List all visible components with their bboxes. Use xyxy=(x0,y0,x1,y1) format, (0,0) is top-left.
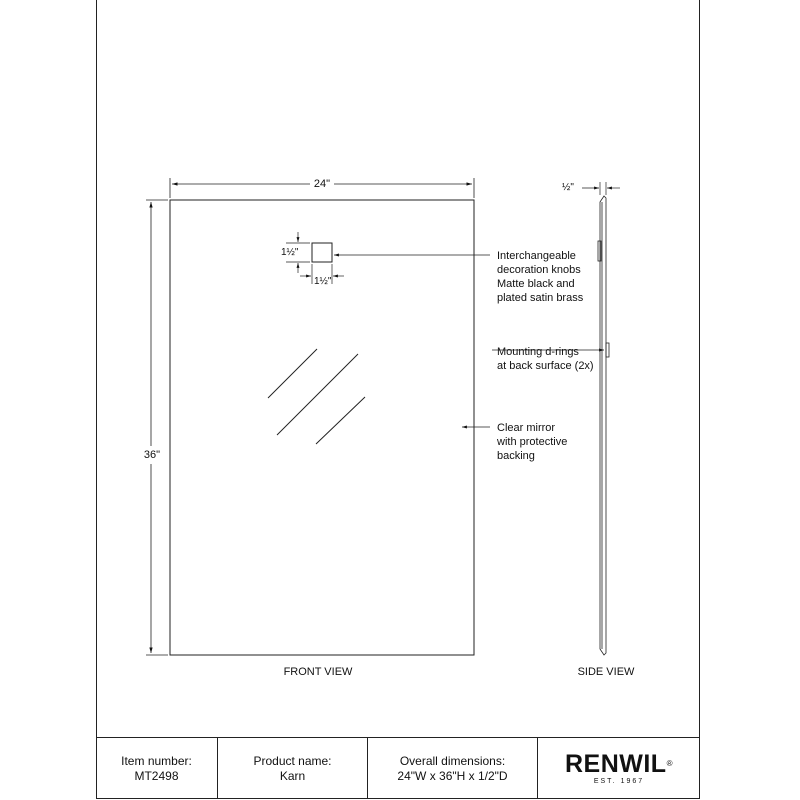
item-number-label: Item number: xyxy=(121,753,192,768)
brand-logo-cell xyxy=(538,738,700,799)
product-name-value: Karn xyxy=(279,768,306,783)
overall-dimensions-cell xyxy=(368,738,538,799)
front-view-caption: FRONT VIEW xyxy=(283,666,353,678)
product-name-label: Product name: xyxy=(253,753,332,768)
overall-dimensions-label: Overall dimensions: xyxy=(399,753,506,768)
mirror-reflection-lines xyxy=(268,349,365,444)
side-view-profile xyxy=(598,196,609,655)
item-number-cell xyxy=(96,738,218,799)
width-dimension-label: 24" xyxy=(310,177,334,191)
knob-callout: Interchangeable decoration knobs Matte black and plated satin brass xyxy=(497,250,584,304)
knob-width-label: 1½" xyxy=(314,276,332,287)
height-dimension-label: 36" xyxy=(140,448,164,462)
renwil-logo: RENWIL® xyxy=(564,749,673,778)
mirror-callout: Clear mirror with protective backing xyxy=(497,422,568,462)
item-number-value: MT2498 xyxy=(134,768,179,783)
knob-square xyxy=(312,243,332,262)
side-view-caption: SIDE VIEW xyxy=(577,666,635,678)
product-name-cell xyxy=(218,738,368,799)
side-depth-label: ½" xyxy=(562,182,574,193)
dring-callout: Mounting d-rings at back surface (2x) xyxy=(497,346,594,372)
overall-dimensions-value: 24"W x 36"H x 1/2"D xyxy=(397,768,508,783)
knob-height-label: 1½" xyxy=(281,247,299,258)
logo-established: EST. 1967 xyxy=(593,777,645,785)
mirror-front-outline xyxy=(170,200,474,655)
title-block xyxy=(96,737,700,799)
